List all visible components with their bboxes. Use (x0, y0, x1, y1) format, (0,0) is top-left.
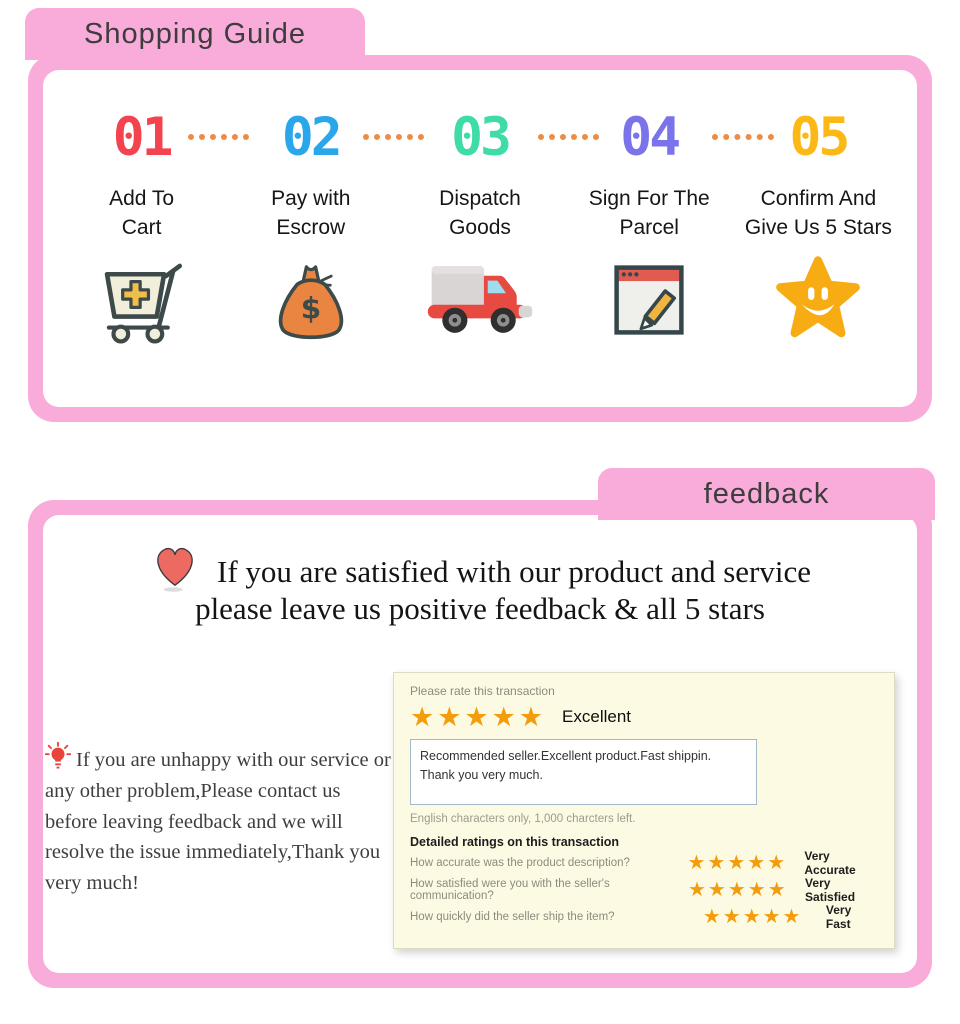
sign-parcel-icon (565, 254, 734, 351)
step-pay-with-escrow (226, 108, 395, 407)
add-to-cart-icon (57, 254, 226, 351)
step-label: Dispatch Goods (439, 187, 521, 240)
feedback-form (393, 672, 895, 949)
characters-hint: English characters only, 1,000 charcters left. (410, 813, 636, 825)
step-label: Add To Cart (109, 187, 175, 240)
headline-line-1: If you are satisfied with our product and service (50, 540, 910, 586)
rating-answer: Very Fast (825, 903, 852, 931)
shopping-guide-panel (28, 55, 932, 422)
dotted-connector (188, 134, 249, 140)
shopping-guide-tab-label: Shopping Guide (84, 17, 306, 50)
dotted-connector (538, 134, 599, 140)
light-bulb-icon (45, 742, 71, 770)
feedback-tab-label: feedback (703, 477, 830, 510)
feedback-headline (50, 540, 910, 632)
rating-question: How quickly did the seller ship the item? (410, 911, 615, 923)
rating-question: How satisfied were you with the seller's communication? (410, 878, 610, 902)
step-number: 02 (281, 107, 340, 168)
rating-stars[interactable]: ★★★★★ (688, 879, 788, 901)
rating-stars[interactable]: ★★★★★ (687, 852, 788, 874)
comment-line-2: Thank you very much. (420, 768, 543, 783)
step-label: Sign For The Parcel (588, 187, 710, 240)
comment-line-1: Recommended seller.Excellent product.Fast shippin. (420, 749, 712, 763)
rating-row-accuracy (410, 850, 878, 876)
smiley-star-icon (734, 254, 903, 349)
overall-rating-stars[interactable]: ★★★★★ (410, 702, 547, 732)
overall-rating-text: Excellent (562, 707, 632, 726)
shopping-steps (43, 70, 917, 407)
delivery-truck-icon (395, 254, 564, 349)
step-number: 01 (112, 107, 171, 168)
rating-row-shipping (410, 904, 878, 930)
step-add-to-cart (57, 108, 226, 407)
money-bag-icon (226, 254, 395, 351)
shopping-guide-tab (25, 8, 365, 60)
overall-rating-row (410, 702, 878, 732)
feedback-comment-input[interactable] (410, 739, 757, 805)
step-label: Pay with Escrow (271, 187, 351, 240)
svg-text:$: $ (300, 291, 322, 326)
headline-line-2: please leave us positive feedback & all 5 stars (195, 591, 765, 626)
rating-answer: Very Satisfied (805, 876, 856, 904)
step-sign-for-parcel (565, 108, 734, 407)
rating-answer: Very Accurate (804, 849, 856, 877)
dotted-connector (712, 134, 773, 140)
step-dispatch-goods (395, 108, 564, 407)
heart-icon (149, 540, 201, 594)
unhappy-note: If you are unhappy with our service or any other problem,Please contact us before leaving feedback and we will resolve the issue immediately,Thank you very much! (45, 742, 393, 899)
feedback-tab (598, 468, 935, 520)
dotted-connector (363, 134, 424, 140)
rating-row-communication (410, 877, 878, 903)
detailed-ratings-label: Detailed ratings on this transaction (410, 835, 620, 849)
rating-stars[interactable]: ★★★★★ (702, 906, 803, 928)
step-number: 04 (620, 107, 679, 168)
rating-question: How accurate was the product description? (410, 857, 630, 869)
step-confirm-five-stars (734, 108, 903, 407)
step-number: 03 (451, 107, 509, 168)
rate-transaction-label: Please rate this transaction (410, 684, 555, 698)
step-number: 05 (789, 107, 848, 168)
step-label: Confirm And Give Us 5 Stars (744, 187, 892, 240)
